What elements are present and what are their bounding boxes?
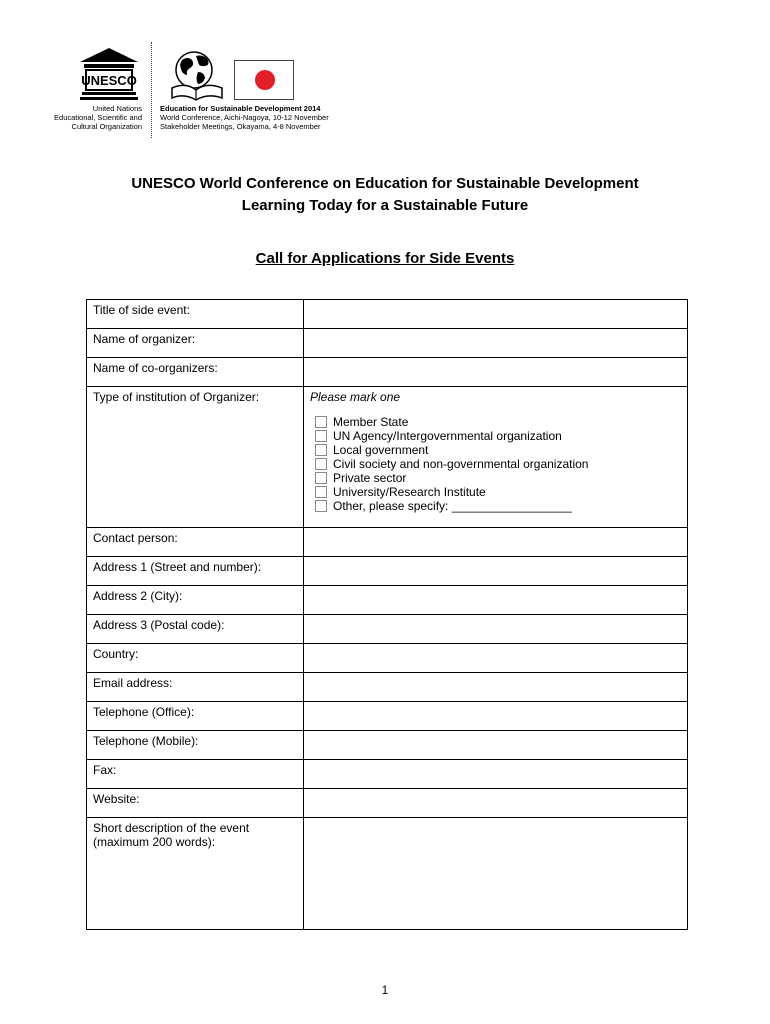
unesco-logo (78, 46, 140, 104)
checkbox[interactable] (315, 416, 327, 428)
field-tel-office[interactable] (304, 702, 688, 731)
label-co-organizers: Name of co-organizers: (87, 358, 304, 387)
checkbox[interactable] (315, 472, 327, 484)
row-organizer (87, 329, 688, 358)
japan-flag (234, 60, 294, 100)
checkbox[interactable] (315, 500, 327, 512)
label-address2: Address 2 (City): (87, 586, 304, 615)
page-number: 1 (381, 983, 389, 997)
row-institution-type (87, 387, 688, 528)
row-tel-office (87, 702, 688, 731)
esd-conference-text: Education for Sustainable Development 2014 World Conference, Aichi-Nagoya, 10-12 November Stakeholder Meetings, Okayama, 4-8 November (160, 104, 329, 131)
row-email (87, 673, 688, 702)
row-address3 (87, 615, 688, 644)
label-address1: Address 1 (Street and number): (87, 557, 304, 586)
conference-title: UNESCO World Conference on Education for Sustainable Development (131, 175, 639, 192)
label-country: Country: (87, 644, 304, 673)
field-address1[interactable] (304, 557, 688, 586)
logo-divider (151, 42, 152, 138)
field-institution-type (304, 387, 688, 528)
field-organizer[interactable] (304, 329, 688, 358)
label-institution-type: Type of institution of Organizer: (87, 387, 304, 528)
label-email: Email address: (87, 673, 304, 702)
globe-book-logo (168, 48, 226, 102)
row-description (87, 818, 688, 930)
label-contact: Contact person: (87, 528, 304, 557)
application-form-table (86, 299, 688, 930)
field-description[interactable] (304, 818, 688, 930)
label-description: Short description of the event (maximum 200 words): (87, 818, 304, 930)
field-co-organizers[interactable] (304, 358, 688, 387)
label-address3: Address 3 (Postal code): (87, 615, 304, 644)
row-country (87, 644, 688, 673)
field-title[interactable] (304, 300, 688, 329)
field-fax[interactable] (304, 760, 688, 789)
please-mark-instruction: Please mark one (310, 390, 401, 404)
checkbox[interactable] (315, 458, 327, 470)
unesco-wordmark: UNESCO (81, 73, 137, 88)
option-private-sector[interactable]: Private sector (310, 471, 681, 485)
label-website: Website: (87, 789, 304, 818)
call-heading: Call for Applications for Side Events (255, 250, 515, 267)
checkbox[interactable] (315, 486, 327, 498)
row-website (87, 789, 688, 818)
row-fax (87, 760, 688, 789)
header-logos (46, 42, 351, 138)
option-other[interactable]: Other, please specify: __________________ (310, 499, 681, 513)
option-un-agency[interactable]: UN Agency/Intergovernmental organization (310, 429, 681, 443)
row-address1 (87, 557, 688, 586)
label-title: Title of side event: (87, 300, 304, 329)
field-contact[interactable] (304, 528, 688, 557)
field-address3[interactable] (304, 615, 688, 644)
row-contact (87, 528, 688, 557)
field-email[interactable] (304, 673, 688, 702)
checkbox[interactable] (315, 444, 327, 456)
option-university[interactable]: University/Research Institute (310, 485, 681, 499)
row-address2 (87, 586, 688, 615)
option-member-state[interactable]: Member State (310, 415, 681, 429)
field-website[interactable] (304, 789, 688, 818)
unesco-org-name: United Nations Educational, Scientific and Cultural Organization (54, 104, 142, 131)
field-country[interactable] (304, 644, 688, 673)
conference-subtitle: Learning Today for a Sustainable Future (241, 197, 529, 214)
row-tel-mobile (87, 731, 688, 760)
label-tel-office: Telephone (Office): (87, 702, 304, 731)
row-title (87, 300, 688, 329)
option-local-government[interactable]: Local government (310, 443, 681, 457)
row-co-organizers (87, 358, 688, 387)
label-tel-mobile: Telephone (Mobile): (87, 731, 304, 760)
checkbox[interactable] (315, 430, 327, 442)
label-fax: Fax: (87, 760, 304, 789)
label-organizer: Name of organizer: (87, 329, 304, 358)
field-tel-mobile[interactable] (304, 731, 688, 760)
field-address2[interactable] (304, 586, 688, 615)
option-civil-society[interactable]: Civil society and non-governmental organization (310, 457, 681, 471)
